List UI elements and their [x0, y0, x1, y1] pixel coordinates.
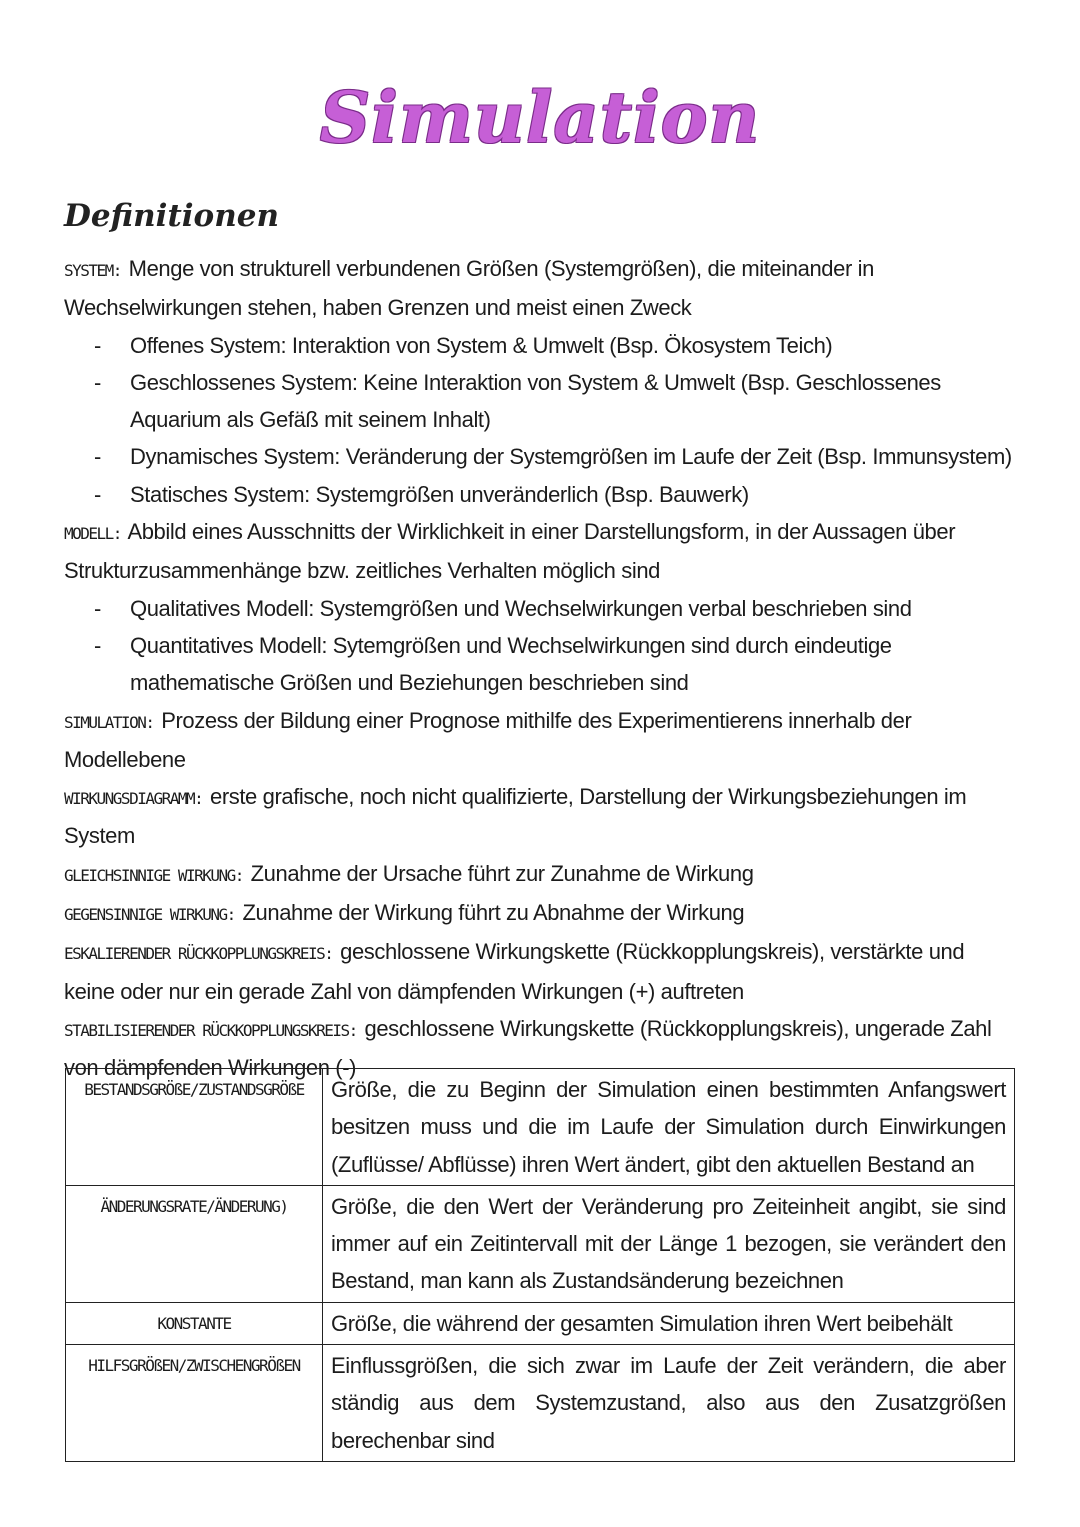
definition-text: Zunahme der Wirkung führt zu Abnahme der Wirkung [242, 900, 745, 926]
definition-entry [64, 933, 1019, 1010]
table-row [66, 1302, 1015, 1344]
table-cell-desc: Größe, die zu Beginn der Simulation einen bestimmten Anfangswert besitzen muss und die im Laufe der Simulation durch Einwirkungen (Zuflüsse/ Abflüsse) ihren Wert ändert, gibt den aktuellen Bestand an [323, 1069, 1015, 1186]
variables-table [65, 1068, 1015, 1462]
definition-entry [64, 702, 1019, 779]
system-definition [64, 250, 1019, 327]
definition-entry [64, 778, 1019, 855]
definitions-content [64, 250, 1019, 1087]
list-item: - Quantitatives Modell: Sytemgrößen und Wechselwirkungen sind durch eindeutige mathematische Größen und Beziehungen beschrieben sind [94, 627, 1019, 702]
system-types-list [64, 327, 1019, 513]
list-item: - Offenes System: Interaktion von System & Umwelt (Bsp. Ökosystem Teich) [94, 327, 1019, 364]
table-cell-label: ÄNDERUNGSRATE/ÄNDERUNG) [66, 1185, 323, 1302]
definition-text: Abbild eines Ausschnitts der Wirklichkeit in einer Darstellungsform, in der Aussagen über Strukturzusammenhänge bzw. zeitliches Verhalten möglich sind [64, 519, 956, 584]
table-cell-desc: Größe, die den Wert der Veränderung pro Zeiteinheit angibt, sie sind immer auf ein Zeitintervall mit der Länge 1 bezogen, sie verändert den Bestand, man kann als Zustandsänderung bezeichnen [323, 1185, 1015, 1302]
definition-text: geschlossene Wirkungskette (Rückkopplungskreis), ungerade Zahl von dämpfenden Wirkungen (-) [64, 1015, 992, 1081]
term-label: MODELL: [64, 524, 121, 544]
table-cell-desc: Einflussgrößen, die sich zwar im Laufe der Zeit verändern, die aber ständig aus dem Systemzustand, also aus den Zusatzgrößen berechenbar sind [323, 1345, 1015, 1462]
table-cell-label: KONSTANTE [66, 1302, 323, 1344]
term-label: WIRKUNGSDIAGRAMM: [64, 789, 203, 809]
definition-text: Zunahme der Ursache führt zur Zunahme de Wirkung [250, 860, 754, 886]
definition-text: Menge von strukturell verbundenen Größen (Systemgrößen), die miteinander in Wechselwirkungen stehen, haben Grenzen und meist einen Zweck [64, 256, 874, 321]
table-cell-label: HILFSGRÖßEN/ZWISCHENGRÖßEN [66, 1345, 323, 1462]
table-row [66, 1069, 1015, 1186]
definition-entry [64, 855, 1019, 894]
list-item: - Dynamisches System: Veränderung der Systemgrößen im Laufe der Zeit (Bsp. Immunsystem) [94, 438, 1019, 475]
table-row [66, 1345, 1015, 1462]
term-label: SYSTEM: [64, 261, 121, 280]
list-item: - Geschlossenes System: Keine Interaktion von System & Umwelt (Bsp. Geschlossenes Aquarium als Gefäß mit seinem Inhalt) [94, 364, 1019, 439]
table-cell-desc: Größe, die während der gesamten Simulation ihren Wert beibehält [323, 1302, 1015, 1344]
term-label: GEGENSINNIGE WIRKUNG: [64, 905, 235, 925]
term-label: SIMULATION: [64, 712, 154, 732]
page-title: Simulation [319, 76, 761, 159]
modell-definition [64, 513, 1019, 590]
list-item: - Qualitatives Modell: Systemgrößen und Wechselwirkungen verbal beschrieben sind [94, 590, 1019, 627]
section-heading: Definitionen [64, 198, 280, 234]
definition-entry [64, 894, 1019, 933]
term-label: ESKALIERENDER RÜCKKOPPLUNGSKREIS: [64, 944, 333, 964]
definition-text: Prozess der Bildung einer Prognose mithilfe des Experimentierens innerhalb der Modellebene [64, 707, 912, 772]
definition-text: erste grafische, noch nicht qualifizierte, Darstellung der Wirkungsbeziehungen im System [64, 784, 967, 849]
table-row [66, 1185, 1015, 1302]
modell-types-list [64, 590, 1019, 702]
definition-text: geschlossene Wirkungskette (Rückkopplungskreis), verstärkte und keine oder nur ein gerade Zahl von dämpfenden Wirkungen (+) auftreten [64, 939, 965, 1004]
term-label: STABILISIERENDER RÜCKKOPPLUNGSKREIS: [64, 1020, 357, 1040]
table-cell-label: BESTANDSGRÖßE/ZUSTANDSGRÖßE [66, 1069, 323, 1186]
list-item: - Statisches System: Systemgrößen unveränderlich (Bsp. Bauwerk) [94, 476, 1019, 513]
term-label: GLEICHSINNIGE WIRKUNG: [64, 865, 243, 885]
